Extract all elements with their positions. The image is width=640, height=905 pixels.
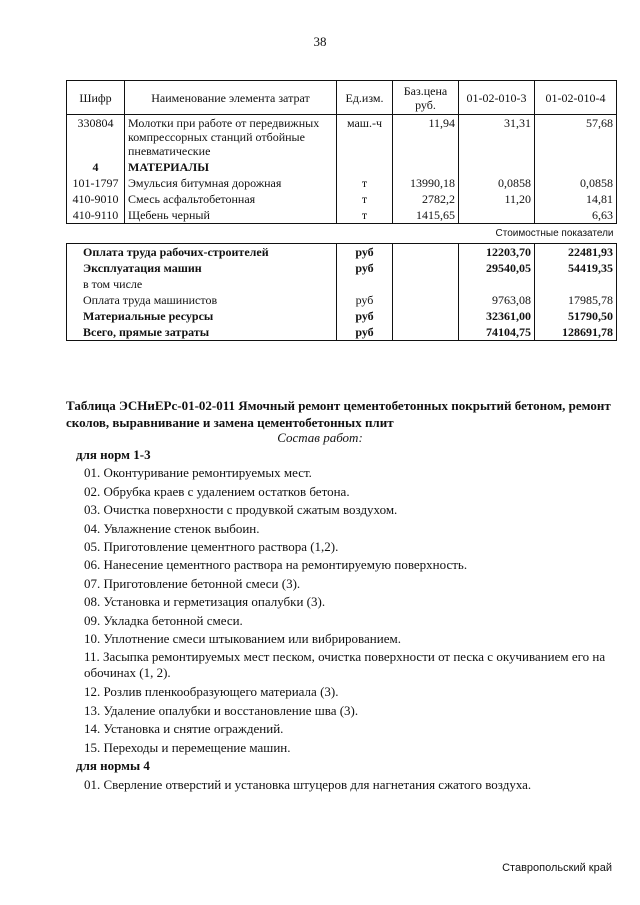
norm-group-header: для нормы 4 [76, 758, 150, 774]
list-item: 12. Розлив пленкообразующего материала (3). [84, 684, 339, 700]
cost-note-row [67, 224, 617, 244]
row-value-4: 14,81 [535, 191, 617, 207]
row-name: Щебень черный [125, 207, 337, 224]
row-value-3 [459, 207, 535, 224]
table-row [67, 276, 617, 292]
row-unit: т [337, 191, 393, 207]
row-name: Молотки при работе от передвижных компрессорных станций отбойные пневматические [125, 115, 337, 160]
header-norm-4: 01-02-010-4 [535, 81, 617, 115]
list-item: 07. Приготовление бетонной смеси (3). [84, 575, 301, 591]
row-code: 330804 [67, 115, 125, 160]
total-unit: руб [337, 324, 393, 341]
total-name: Оплата труда рабочих-строителей [67, 244, 337, 261]
total-unit: руб [337, 260, 393, 276]
list-item: 06. Нанесение цементного раствора на ремонтируемую поверхность. [84, 557, 468, 573]
table-row [67, 175, 617, 191]
row-value-4: 0,0858 [535, 175, 617, 191]
row-name: Эмульсия битумная дорожная [125, 175, 337, 191]
row-unit: т [337, 175, 393, 191]
list-item: 01. Сверление отверстий и установка штуцеров для нагнетания сжатого воздуха. [84, 776, 532, 792]
table-header-row [67, 81, 617, 115]
table-row [67, 324, 617, 341]
header-norm-3: 01-02-010-3 [459, 81, 535, 115]
total-value-4: 17985,78 [535, 292, 617, 308]
table-row [67, 292, 617, 308]
row-value-3: 0,0858 [459, 175, 535, 191]
list-item: 01. Оконтуривание ремонтируемых мест. [84, 465, 312, 481]
header-code: Шифр [67, 81, 125, 115]
row-name: Смесь асфальтобетонная [125, 191, 337, 207]
total-name: Материальные ресурсы [67, 308, 337, 324]
header-base-price: Баз.цена руб. [393, 81, 459, 115]
table-row [67, 308, 617, 324]
header-name: Наименование элемента затрат [125, 81, 337, 115]
total-name: Всего, прямые затраты [67, 324, 337, 341]
table-row [67, 115, 617, 160]
row-unit: маш.-ч [337, 115, 393, 160]
list-item: 02. Обрубка краев с удалением остатков бетона. [84, 483, 350, 499]
total-value-4: 54419,35 [535, 260, 617, 276]
works-subtitle: Состав работ: [277, 430, 363, 445]
row-price: 1415,65 [393, 207, 459, 224]
total-value-4: 22481,93 [535, 244, 617, 261]
row-value-3: 31,31 [459, 115, 535, 160]
table-row [67, 159, 617, 175]
total-unit: руб [337, 292, 393, 308]
list-item: 10. Уплотнение смеси штыкованием или вибрированием. [84, 631, 401, 647]
total-value-3: 74104,75 [459, 324, 535, 341]
table-row [67, 207, 617, 224]
row-code: 4 [67, 159, 125, 175]
total-unit: руб [337, 308, 393, 324]
row-value-4: 6,63 [535, 207, 617, 224]
table-title: Таблица ЭСНиЕРс-01-02-011 Ямочный ремонт цементобетонных покрытий бетоном, ремонт сколов, выравнивание и замена цементобетонных плит [66, 398, 611, 430]
list-item: 11. Засыпка ремонтируемых мест песком, очистка поверхности от песка с окучиванием его на обочинах (1, 2). [84, 649, 606, 681]
row-unit: т [337, 207, 393, 224]
footer-region: Ставропольский край [502, 862, 612, 874]
total-value-4: 128691,78 [535, 324, 617, 341]
row-price: 13990,18 [393, 175, 459, 191]
row-price: 2782,2 [393, 191, 459, 207]
section-heading: МАТЕРИАЛЫ [125, 159, 337, 175]
total-value-4: 51790,50 [535, 308, 617, 324]
total-name: в том числе [67, 276, 337, 292]
list-item: 15. Переходы и перемещение машин. [84, 739, 291, 755]
table-row [67, 260, 617, 276]
total-unit: руб [337, 244, 393, 261]
total-value-3: 29540,05 [459, 260, 535, 276]
row-value-4: 57,68 [535, 115, 617, 160]
total-value-3: 32361,00 [459, 308, 535, 324]
total-name: Эксплуатация машин [67, 260, 337, 276]
list-item: 13. Удаление опалубки и восстановление шва (3). [84, 702, 359, 718]
list-item: 08. Установка и герметизация опалубки (3). [84, 594, 326, 610]
list-item: 03. Очистка поверхности с продувкой сжатым воздухом. [84, 502, 398, 518]
total-name: Оплата труда машинистов [67, 292, 337, 308]
list-item: 14. Установка и снятие ограждений. [84, 721, 284, 737]
row-price: 11,94 [393, 115, 459, 160]
page-number: 38 [313, 34, 327, 49]
total-value-3: 12203,70 [459, 244, 535, 261]
table-row [67, 191, 617, 207]
cost-note: Стоимостные показатели [495, 228, 614, 239]
cost-table [66, 80, 617, 341]
table-row [67, 244, 617, 261]
row-code: 101-1797 [67, 175, 125, 191]
list-item: 09. Укладка бетонной смеси. [84, 612, 243, 628]
row-code: 410-9110 [67, 207, 125, 224]
list-item: 05. Приготовление цементного раствора (1,2). [84, 539, 339, 555]
total-value-3: 9763,08 [459, 292, 535, 308]
list-item: 04. Увлажнение стенок выбоин. [84, 520, 260, 536]
row-code: 410-9010 [67, 191, 125, 207]
norm-group-header: для норм 1-3 [76, 447, 151, 462]
header-unit: Ед.изм. [337, 81, 393, 115]
works-list [66, 446, 616, 794]
row-value-3: 11,20 [459, 191, 535, 207]
